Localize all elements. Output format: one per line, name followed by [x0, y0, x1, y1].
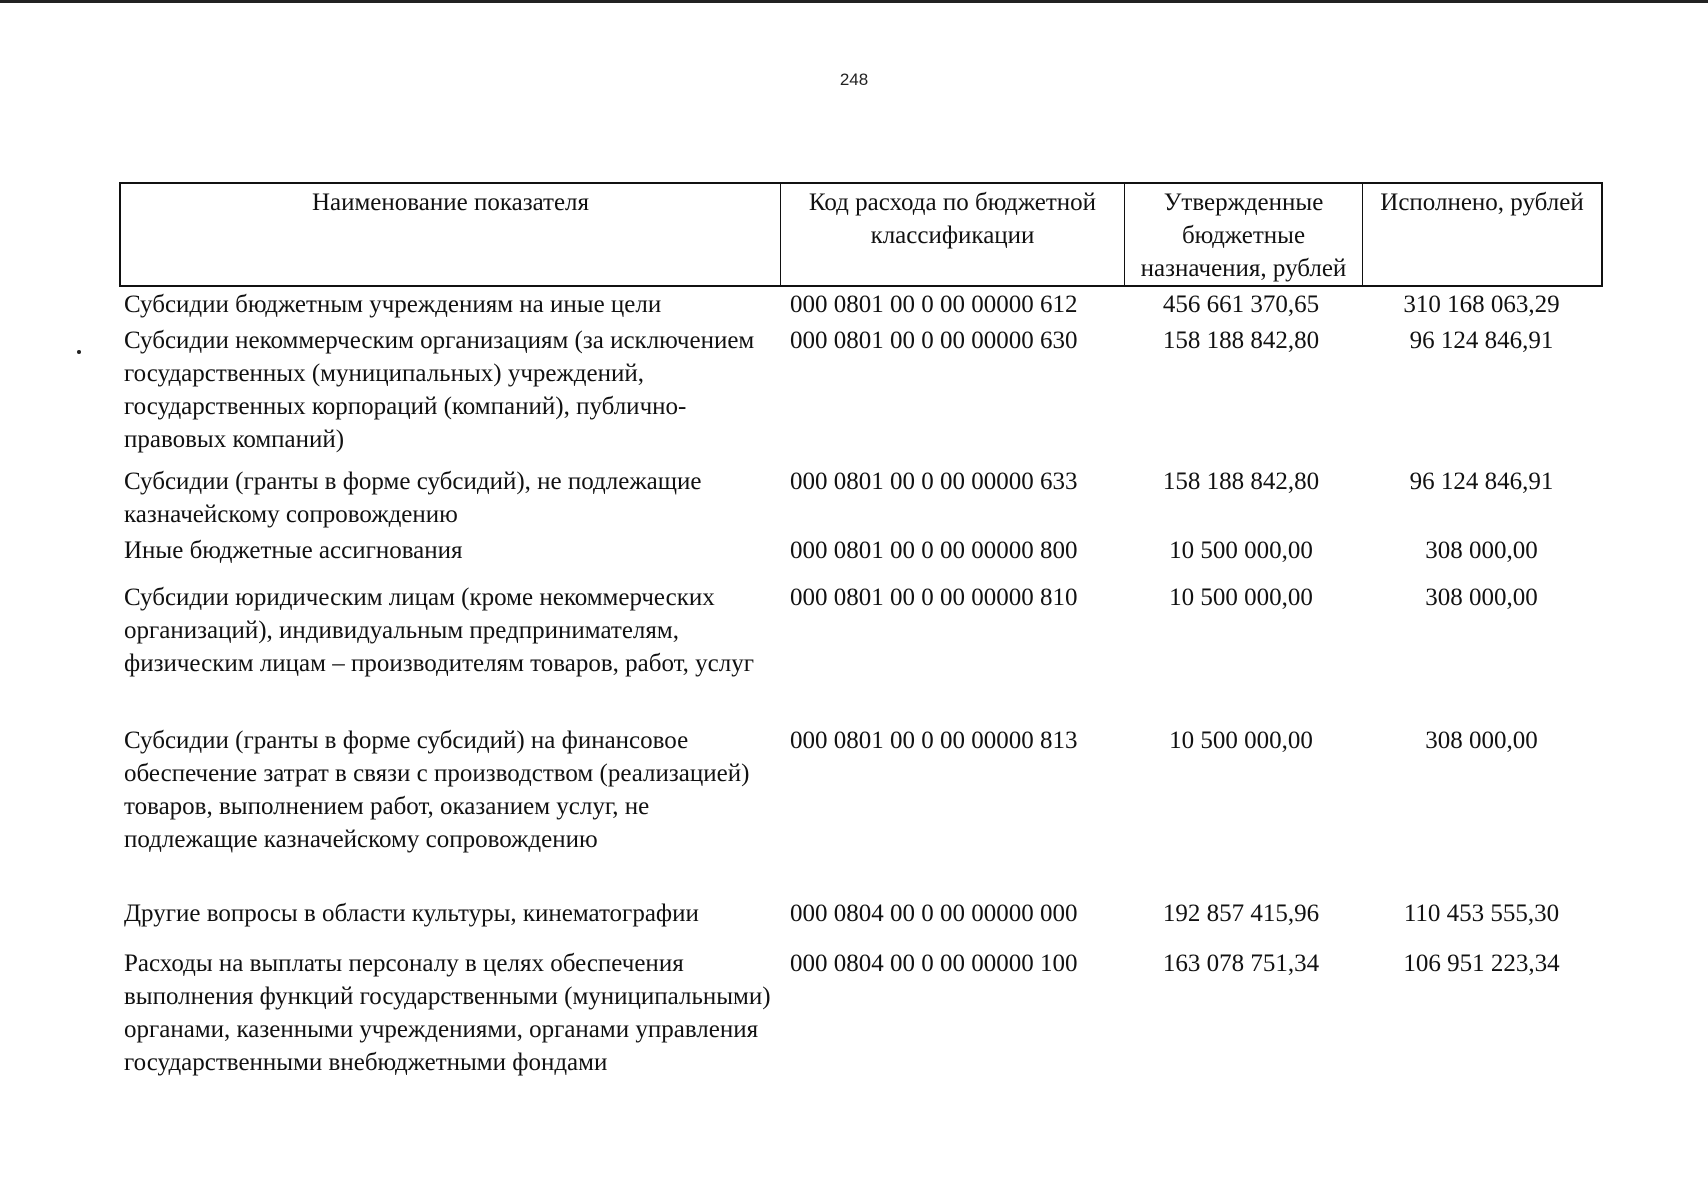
header-name: Наименование показателя: [311, 189, 590, 216]
row-executed: 310 168 063,29: [1403, 291, 1560, 318]
row-approved: 10 500 000,00: [1169, 727, 1313, 754]
row-executed: 96 124 846,91: [1409, 327, 1554, 354]
row-code: 000 0801 00 0 00 00000 800: [790, 537, 1078, 564]
row-executed: 308 000,00: [1425, 727, 1538, 754]
header-approved: Утвержденные бюджетные назначения, рублей: [1124, 184, 1362, 285]
row-executed: 308 000,00: [1425, 584, 1538, 611]
row-approved: 192 857 415,96: [1162, 900, 1320, 927]
row-name: Субсидии некоммерческим организациям (за исключением государственных (муниципальных) учреждений, государственных корпораций (компаний), публично-правовых компаний): [124, 327, 755, 453]
header-executed: Исполнено, рублей: [1362, 184, 1601, 285]
row-code: 000 0801 00 0 00 00000 813: [790, 727, 1078, 754]
row-executed: 96 124 846,91: [1409, 468, 1554, 495]
row-approved: 10 500 000,00: [1169, 537, 1313, 564]
row-code: 000 0801 00 0 00 00000 810: [790, 584, 1078, 611]
row-code: 000 0801 00 0 00 00000 633: [790, 468, 1078, 495]
header-code: Код расхода по бюджетной классификации: [780, 184, 1124, 285]
page-number: 248: [839, 70, 869, 89]
row-name: Другие вопросы в области культуры, кинематографии: [124, 900, 699, 927]
row-approved: 10 500 000,00: [1169, 584, 1313, 611]
row-executed: 106 951 223,34: [1403, 950, 1560, 977]
row-code: 000 0801 00 0 00 00000 612: [790, 291, 1078, 318]
row-code: 000 0801 00 0 00 00000 630: [790, 327, 1078, 354]
row-name: Субсидии (гранты в форме субсидий), не подлежащие казначейскому сопровождению: [124, 468, 702, 528]
row-approved: 163 078 751,34: [1162, 950, 1320, 977]
row-approved: 158 188 842,80: [1162, 327, 1320, 354]
row-name: Субсидии юридическим лицам (кроме некоммерческих организаций), индивидуальным предпринимателям, физическим лицам – производителям товаров, работ, услуг: [124, 584, 755, 677]
top-border-line: [0, 0, 1708, 3]
row-code: 000 0804 00 0 00 00000 100: [790, 950, 1078, 977]
row-name: Субсидии бюджетным учреждениям на иные цели: [124, 291, 662, 318]
table-header: [119, 182, 1603, 287]
row-approved: 456 661 370,65: [1162, 291, 1320, 318]
row-approved: 158 188 842,80: [1162, 468, 1320, 495]
row-name: Субсидии (гранты в форме субсидий) на финансовое обеспечение затрат в связи с производством (реализацией) товаров, выполнением работ, оказанием услуг, не подлежащие казначейскому сопровождению: [124, 727, 750, 853]
scan-speck: [77, 350, 81, 354]
row-name: Иные бюджетные ассигнования: [124, 537, 463, 564]
row-code: 000 0804 00 0 00 00000 000: [790, 900, 1078, 927]
row-executed: 110 453 555,30: [1403, 900, 1560, 927]
row-name: Расходы на выплаты персоналу в целях обеспечения выполнения функций государственными (муниципальными) органами, казенными учреждениями, органами управления государственными внебюджетными фондами: [124, 950, 771, 1076]
row-executed: 308 000,00: [1425, 537, 1538, 564]
